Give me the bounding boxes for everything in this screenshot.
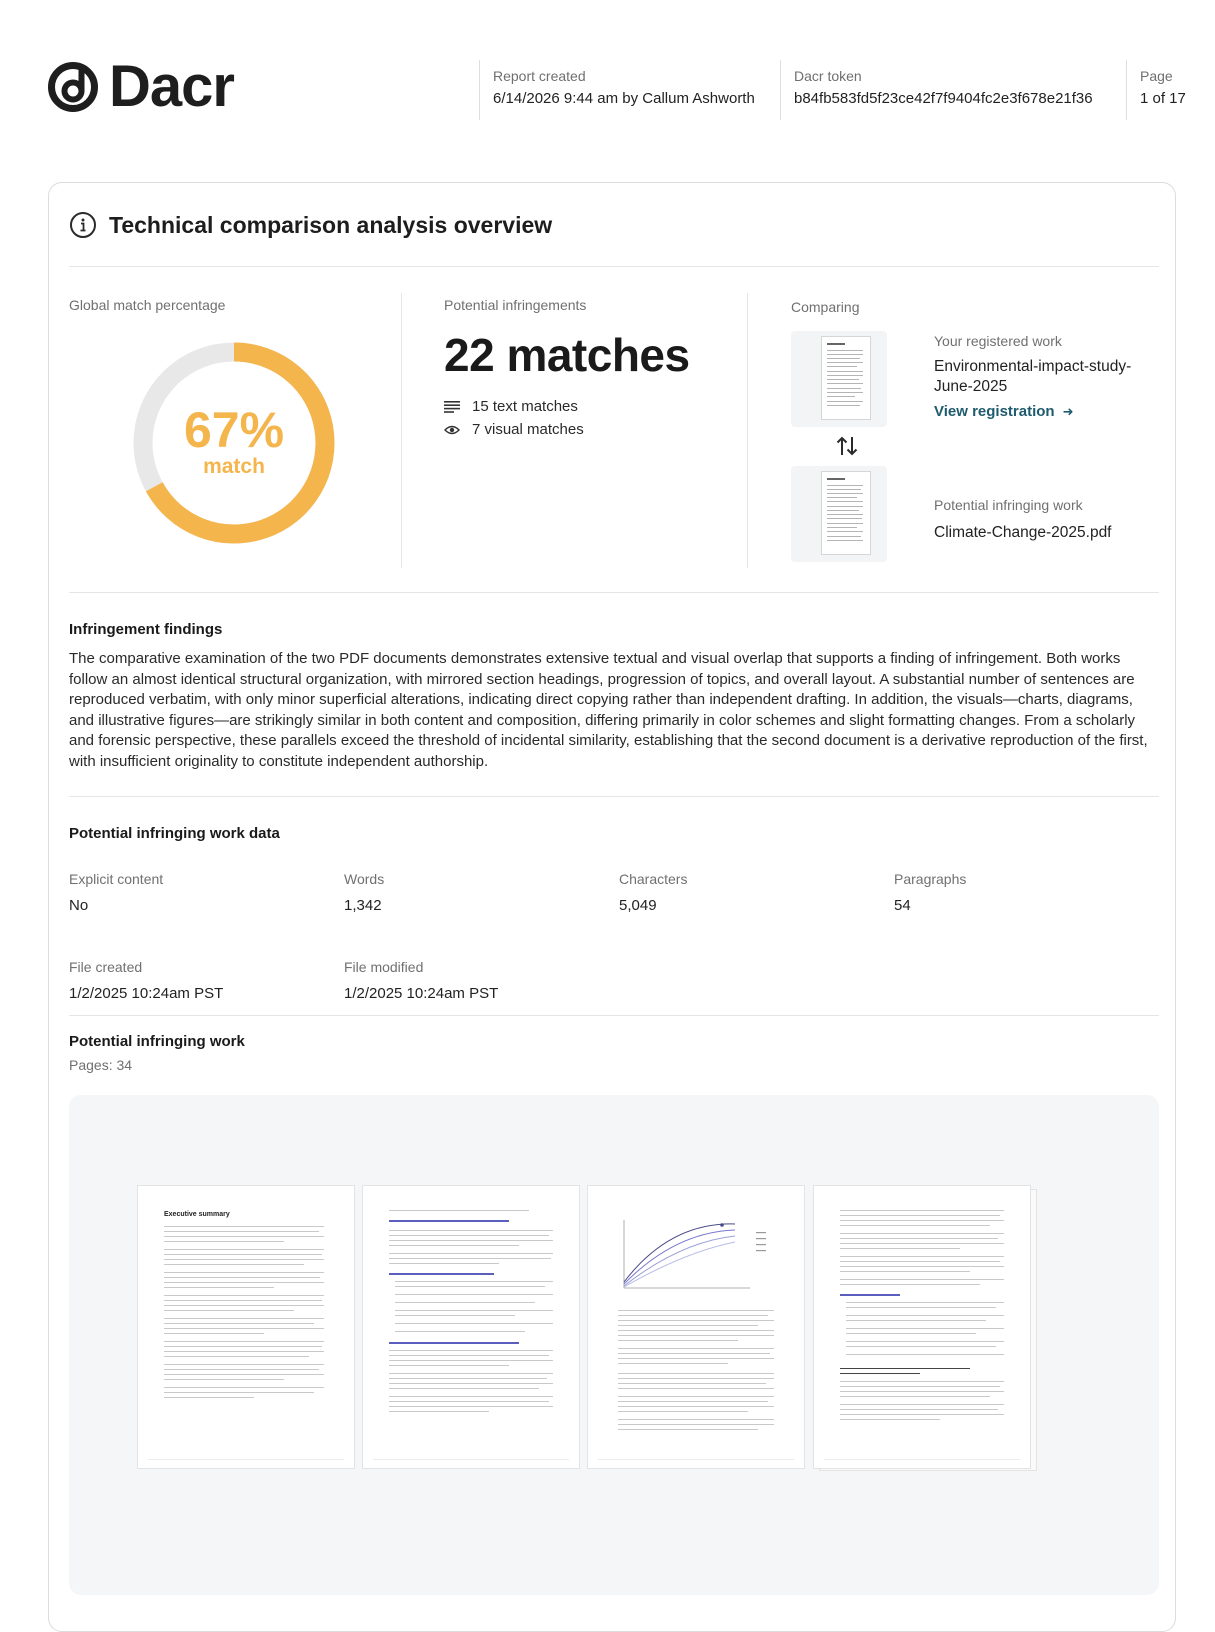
registered-work-label: Your registered work bbox=[934, 333, 1062, 349]
matches-count: 22 matches bbox=[444, 329, 690, 381]
file-modified-label: File modified bbox=[344, 959, 424, 975]
view-registration-link[interactable] bbox=[934, 403, 1074, 420]
eye-icon bbox=[444, 424, 460, 436]
report-created-block bbox=[479, 60, 755, 120]
text-matches-count: 15 text matches bbox=[472, 398, 578, 415]
infringing-work-thumbnail[interactable] bbox=[791, 466, 887, 562]
preview-page[interactable] bbox=[137, 1185, 355, 1469]
column-divider bbox=[401, 293, 402, 568]
findings-title: Infringement findings bbox=[69, 621, 223, 638]
analysis-card bbox=[48, 182, 1176, 1632]
global-match-label: Global match percentage bbox=[69, 297, 226, 313]
card-title bbox=[69, 211, 552, 239]
words-label: Words bbox=[344, 871, 385, 887]
divider bbox=[69, 1015, 1159, 1016]
work-data-title: Potential infringing work data bbox=[69, 825, 280, 842]
preview-page[interactable] bbox=[362, 1185, 580, 1469]
dacr-token-block bbox=[780, 60, 1093, 120]
text-matches-row bbox=[444, 398, 578, 415]
pages-count: Pages: 34 bbox=[69, 1057, 133, 1073]
preview-page-heading: Executive summary bbox=[164, 1211, 230, 1218]
divider bbox=[69, 592, 1159, 593]
info-icon bbox=[69, 211, 97, 239]
match-word: match bbox=[203, 455, 265, 478]
explicit-content-value: No bbox=[69, 897, 89, 914]
explicit-content-label: Explicit content bbox=[69, 871, 164, 887]
characters-label: Characters bbox=[619, 871, 688, 887]
infringing-work-name: Climate-Change-2025.pdf bbox=[934, 524, 1112, 541]
page-indicator bbox=[1126, 60, 1186, 120]
comparing-label: Comparing bbox=[791, 299, 860, 315]
brand-logo bbox=[47, 54, 234, 119]
report-created-label: Report created bbox=[493, 68, 586, 84]
words-value: 1,342 bbox=[344, 897, 382, 914]
preview-chart-graphic bbox=[610, 1212, 785, 1302]
arrow-right-icon: ➜ bbox=[1062, 403, 1074, 419]
divider bbox=[69, 266, 1159, 267]
registered-work-name: Environmental-impact-study-June-2025 bbox=[934, 358, 1132, 395]
column-divider bbox=[747, 293, 748, 568]
file-modified-value: 1/2/2025 10:24am PST bbox=[344, 985, 499, 1002]
match-percent: 67% bbox=[183, 402, 285, 458]
paragraphs-label: Paragraphs bbox=[894, 871, 967, 887]
paragraphs-value: 54 bbox=[894, 897, 911, 914]
file-created-label: File created bbox=[69, 959, 143, 975]
work-preview-title: Potential infringing work bbox=[69, 1033, 245, 1050]
dacr-token-value: b84fb583fd5f23ce42f7f9404fc2e3f678e21f36 bbox=[794, 90, 1093, 107]
report-header bbox=[0, 0, 1215, 150]
dacr-logo-icon bbox=[47, 61, 99, 113]
characters-value: 5,049 bbox=[619, 897, 657, 914]
view-registration-label: View registration bbox=[934, 403, 1055, 420]
file-created-value: 1/2/2025 10:24am PST bbox=[69, 985, 224, 1002]
visual-matches-row bbox=[444, 421, 584, 438]
findings-body: The comparative examination of the two PDF documents demonstrates extensive textual and visual overlap that supports a finding of infringement. Both works follow an almost identical structural organization, with mirrored section headings, progression of topics, and overall layout. A substantial number of sentences are reproduced verbatim, with only minor superficial alterations, indicating direct copying rather than independent drafting. In addition, the visuals—charts, diagrams, and illustrative figures—are strikingly similar in both content and composition, differing primarily in color schemes and slight formatting changes. From a scholarly and forensic perspective, these parallels exceed the threshold of incidental similarity, establishing that the second document is a derivative reproduction of the first, with insufficient originality to constitute independent authorship. bbox=[69, 650, 1148, 770]
page-value: 1 of 17 bbox=[1140, 90, 1186, 107]
swap-arrows-icon bbox=[835, 435, 859, 462]
brand-name: Dacr bbox=[109, 54, 234, 119]
registered-work-thumbnail[interactable] bbox=[791, 331, 887, 427]
visual-matches-count: 7 visual matches bbox=[472, 421, 584, 438]
preview-page[interactable] bbox=[813, 1185, 1031, 1469]
infringing-work-label: Potential infringing work bbox=[934, 497, 1083, 513]
infringements-label: Potential infringements bbox=[444, 297, 587, 313]
preview-page[interactable] bbox=[587, 1185, 805, 1469]
report-created-value: 6/14/2026 9:44 am by Callum Ashworth bbox=[493, 90, 755, 107]
document-preview[interactable] bbox=[69, 1095, 1159, 1595]
dacr-token-label: Dacr token bbox=[794, 68, 862, 84]
divider bbox=[69, 796, 1159, 797]
page-label: Page bbox=[1140, 68, 1173, 84]
page-title: Technical comparison analysis overview bbox=[109, 211, 553, 238]
text-lines-icon bbox=[444, 401, 460, 413]
